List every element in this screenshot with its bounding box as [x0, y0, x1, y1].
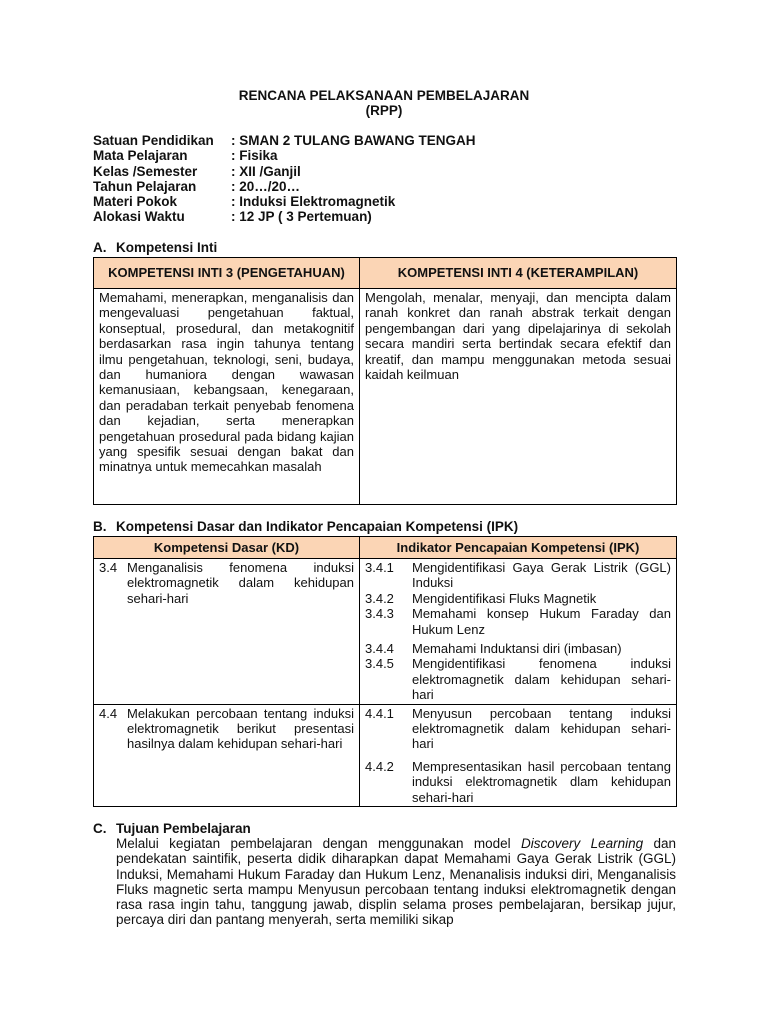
meta-value: : Induksi Elektromagnetik: [231, 194, 396, 210]
section-title: Kompetensi Inti: [116, 240, 218, 255]
ipk-number: 3.4.2: [365, 590, 394, 606]
section-a-heading: [93, 240, 217, 255]
kd-text: Melakukan percobaan tentang induksi elektromagnetik berikut presentasi hasilnya dalam kehidupan sehari-hari: [127, 705, 354, 752]
ipk-item: [365, 641, 671, 656]
ipk-number: 4.4.2: [365, 758, 394, 774]
identity-block: [93, 133, 476, 225]
meta-label: Mata Pelajaran: [93, 148, 188, 164]
kd-ipk-table: [93, 536, 677, 807]
document-title: RENCANA PELAKSANAAN PEMBELAJARAN: [238, 88, 530, 103]
ipk-number: 4.4.1: [365, 705, 394, 721]
table-header-row: [94, 258, 677, 289]
ipk-item: [365, 706, 671, 752]
meta-row: [93, 133, 476, 148]
ipk-text: Memahami konsep Hukum Faraday dan Hukum Lenz: [412, 606, 671, 637]
section-number: B.: [93, 519, 107, 534]
ki3-header: KOMPETENSI INTI 3 (PENGETAHUAN): [94, 258, 360, 289]
ipk-item: [365, 759, 671, 805]
section-number: C.: [93, 821, 107, 836]
section-title: Tujuan Pembelajaran: [116, 821, 251, 836]
ipk-text: Mengidentifikasi fenomena induksi elektromagnetik dalam kehidupan sehari-hari: [412, 656, 671, 703]
meta-label: Alokasi Waktu: [93, 209, 185, 225]
ipk-text: Mengidentifikasi Gaya Gerak Listrik (GGL) Induksi: [412, 560, 671, 591]
meta-row: [93, 179, 476, 194]
meta-label: Kelas /Semester: [93, 163, 198, 179]
model-name: Discovery Learning: [520, 836, 644, 851]
kd-item: [99, 706, 354, 752]
ki3-text: Memahami, menerapkan, menganalisis dan mengevaluasi pengetahuan faktual, konseptual, prosedural, dan metakognitif berdasarkan rasa ingin tahunya tentang ilmu pengetahuan, teknologi, seni, budaya, dan humaniora dengan wawasan kemanusiaan, kebangsaan, kenegaraan, dan peradaban terkait penyebab fenomena dan kejadian, serta menerapkan pengetahuan prosedural pada bidang kajian yang spesifik sesuai dengan bakat dan minatnya untuk memecahkan masalah: [94, 289, 360, 505]
table-row: [94, 559, 677, 705]
ipk-text: Mempresentasikan hasil percobaan tentang induksi elektromagnetik dlam kehidupan sehari-hari: [412, 758, 671, 805]
meta-value: : 20…/20…: [231, 178, 301, 194]
ipk-item: [365, 560, 671, 591]
meta-value: : SMAN 2 TULANG BAWANG TENGAH: [231, 133, 476, 148]
meta-label: Tahun Pelajaran: [93, 178, 197, 194]
document-subtitle: (RPP): [365, 103, 403, 118]
ipk-number: 3.4.3: [365, 606, 394, 622]
kd-header: Kompetensi Dasar (KD): [94, 537, 360, 559]
kd-number: 4.4: [99, 705, 118, 721]
ipk-text: Memahami Induktansi diri (imbasan): [412, 641, 622, 657]
meta-value: : 12 JP ( 3 Pertemuan): [231, 209, 372, 225]
ipk-cell: [360, 559, 677, 705]
section-title: Kompetensi Dasar dan Indikator Pencapaian Kompetensi (IPK): [116, 519, 519, 534]
kd-item: [99, 560, 354, 606]
ki4-text: Mengolah, menalar, menyaji, dan mencipta dalam ranah konkret dan ranah abstrak terkait dengan pengembangan dari yang dipelajarinya di sekolah secara mandiri serta bertindak secara efektif dan kreatif, dan mampu menggunakan metoda sesuai kaidah keilmuan: [360, 289, 677, 505]
ipk-item: [365, 656, 671, 702]
tujuan-text-rest: dan pendekatan saintifik, peserta didik diharapkan dapat Memahami Gaya Gerak Listrik (GGL) Induksi, Memahami Hukum Faraday dan Hukum Lenz, Menanalisis induksi diri, Menganalisis Fluks magnetic serta mampu Menyusun percobaan tentang induksi elektromagnetik dengan rasa rasa ingin tahu, tanggung jawab, displin selama proses pembelajaran, bersikap jujur, percaya diri dan pantang menyerah, serta memiliki sikap: [116, 836, 676, 928]
meta-label: Satuan Pendidikan: [93, 133, 214, 148]
table-header-row: [94, 537, 677, 559]
ipk-item: [365, 606, 671, 637]
table-row: [94, 289, 677, 505]
ipk-item: [365, 591, 671, 606]
meta-row: [93, 148, 476, 163]
meta-label: Materi Pokok: [93, 194, 178, 210]
ipk-text: Menyusun percobaan tentang induksi elektromagnetik dalam kehidupan sehari-hari: [412, 705, 671, 752]
meta-row: [93, 164, 476, 179]
ki4-header: KOMPETENSI INTI 4 (KETERAMPILAN): [360, 258, 677, 289]
section-number: A.: [93, 240, 107, 255]
table-row: [94, 704, 677, 806]
kompetensi-inti-table: [93, 257, 677, 505]
meta-value: : XII /Ganjil: [231, 163, 301, 179]
ipk-number: 3.4.1: [365, 560, 394, 575]
kd-cell: [94, 559, 360, 705]
meta-row: [93, 194, 476, 209]
kd-cell: [94, 704, 360, 806]
meta-row: [93, 209, 476, 224]
section-b-heading: [93, 519, 518, 534]
kd-number: 3.4: [99, 560, 118, 575]
ipk-number: 3.4.5: [365, 656, 394, 672]
ipk-text: Mengidentifikasi Fluks Magnetik: [412, 590, 597, 606]
ipk-header: Indikator Pencapaian Kompetensi (IPK): [360, 537, 677, 559]
section-c-heading: [93, 821, 251, 836]
ipk-cell: [360, 704, 677, 806]
kd-text: Menganalisis fenomena induksi elektromagnetik dalam kehidupan sehari-hari: [127, 560, 354, 606]
meta-value: : Fisika: [231, 148, 278, 164]
tujuan-paragraph: [116, 836, 676, 928]
ipk-number: 3.4.4: [365, 641, 394, 657]
tujuan-text-start: Melalui kegiatan pembelajaran dengan menggunakan model: [116, 836, 521, 851]
